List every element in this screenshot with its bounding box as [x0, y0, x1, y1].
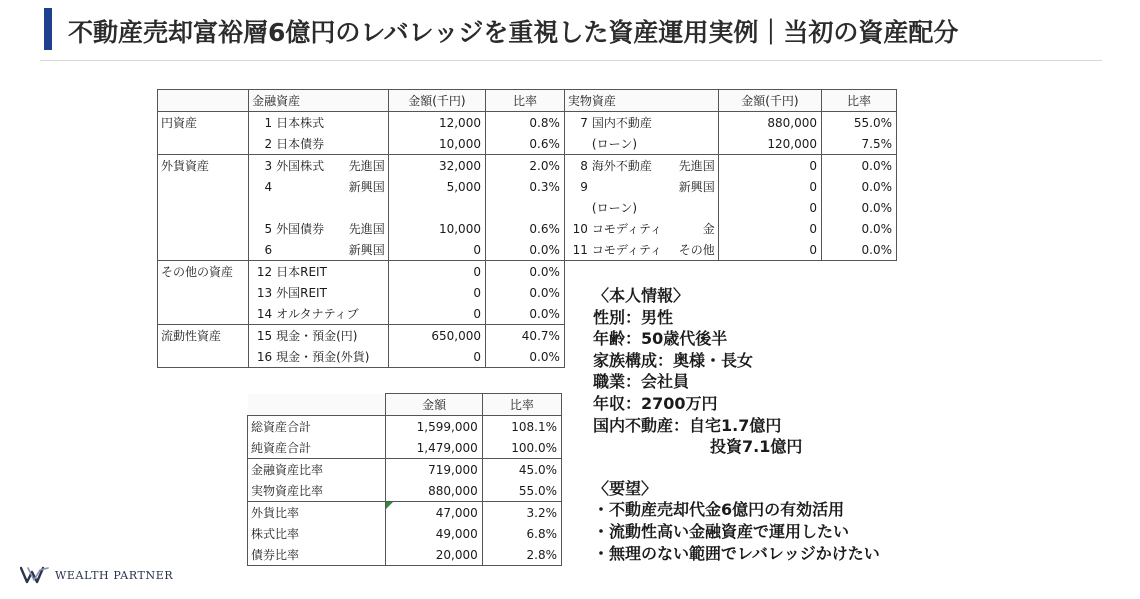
- item-name: 日本株式: [276, 115, 325, 130]
- item-region: 金: [702, 221, 715, 236]
- summary-label: 債券比率: [248, 544, 386, 566]
- summary-amount: 49,000: [386, 523, 482, 544]
- summary-amount: 20,000: [386, 544, 482, 566]
- financial-asset-item: [249, 218, 389, 239]
- item-number: [568, 198, 588, 218]
- header-financial-ratio: 比率: [485, 90, 564, 112]
- item-name: オルタナティブ: [276, 306, 359, 321]
- summary-label: 総資産合計: [248, 416, 386, 438]
- item-name: [276, 177, 345, 197]
- financial-amount: 0: [388, 261, 485, 283]
- financial-asset-item: [249, 325, 389, 347]
- profile-investment-property: 投資7.1億円: [710, 437, 803, 457]
- header-amount: 金額: [386, 394, 482, 416]
- item-region: 先進国: [348, 221, 385, 236]
- summary-ratio: 55.0%: [482, 480, 561, 502]
- item-name: 外国株式: [276, 158, 325, 173]
- real-asset-item: [564, 239, 718, 261]
- financial-amount: 32,000: [388, 155, 485, 177]
- financial-amount: 0: [388, 346, 485, 368]
- item-region: 新興国: [348, 179, 385, 194]
- company-logo: [20, 565, 173, 585]
- item-region: 先進国: [348, 158, 385, 173]
- summary-amount: 1,479,000: [386, 437, 482, 459]
- financial-asset-item: [249, 346, 389, 368]
- item-name: 現金・預金(円): [276, 328, 358, 343]
- item-region: 先進国: [678, 158, 715, 173]
- real-ratio: 55.0%: [822, 112, 897, 134]
- table-row: [158, 112, 897, 134]
- financial-ratio: 2.0%: [485, 155, 564, 177]
- item-number: [568, 134, 588, 154]
- summary-ratio: 2.8%: [482, 544, 561, 566]
- financial-asset-item: [249, 133, 389, 155]
- real-ratio: 0.0%: [822, 218, 897, 239]
- item-number: 14: [256, 306, 273, 321]
- row-category: [158, 218, 249, 239]
- financial-ratio: 40.7%: [485, 325, 564, 347]
- financial-amount: 10,000: [388, 218, 485, 239]
- item-region: 新興国: [348, 242, 385, 257]
- item-number: 13: [256, 285, 273, 300]
- item-number: 15: [256, 328, 273, 343]
- real-ratio: 0.0%: [822, 197, 897, 218]
- requests-heading: 〈要望〉: [593, 478, 658, 498]
- financial-ratio: [485, 197, 564, 218]
- row-category: その他の資産: [158, 261, 249, 283]
- profile-age: 年齢：50歳代後半: [593, 329, 728, 349]
- item-name: (ローン): [591, 136, 638, 151]
- real-asset-item: [564, 197, 718, 218]
- financial-ratio: 0.0%: [485, 239, 564, 261]
- financial-asset-item: [249, 197, 389, 218]
- summary-amount: 47,000: [386, 502, 482, 524]
- item-name: 外国REIT: [276, 285, 327, 300]
- w-logo-icon: [20, 565, 50, 585]
- real-ratio: 0.0%: [822, 155, 897, 177]
- profile-family: 家族構成：奥様・長女: [593, 350, 754, 370]
- financial-ratio: 0.0%: [485, 261, 564, 283]
- summary-amount: 719,000: [386, 459, 482, 481]
- header-real-amount: 金額(千円): [718, 90, 821, 112]
- item-number: 12: [256, 264, 273, 279]
- financial-asset-item: [249, 282, 389, 303]
- financial-amount: 12,000: [388, 112, 485, 134]
- summary-label: 外貨比率: [248, 502, 386, 524]
- row-category: 外貨資産: [158, 155, 249, 177]
- real-asset-item: [564, 133, 718, 155]
- item-number: 11: [572, 242, 588, 257]
- item-name: 海外不動産: [591, 158, 652, 173]
- summary-label: 株式比率: [248, 523, 386, 544]
- page-title: 不動産売却富裕層6億円のレバレッジを重視した資産運用実例｜当初の資産配分: [68, 18, 959, 47]
- table-header-row: [158, 90, 897, 112]
- real-amount: 880,000: [718, 112, 821, 134]
- summary-ratio: 6.8%: [482, 523, 561, 544]
- profile-heading: 〈本人情報〉: [593, 286, 690, 305]
- item-number: 8: [580, 158, 588, 173]
- item-name: 日本REIT: [276, 264, 327, 279]
- item-number: 3: [264, 158, 273, 173]
- profile-income: 年収：2700万円: [593, 393, 718, 413]
- financial-ratio: 0.6%: [485, 133, 564, 155]
- row-category: [158, 239, 249, 261]
- item-region: その他: [678, 242, 715, 257]
- real-ratio: 0.0%: [822, 239, 897, 261]
- real-amount: 120,000: [718, 133, 821, 155]
- table-row: [248, 416, 562, 438]
- real-amount: 0: [718, 197, 821, 218]
- financial-amount: 0: [388, 282, 485, 303]
- profile-gender: 性別：男性: [593, 307, 674, 327]
- financial-asset-item: [249, 155, 389, 177]
- real-amount: 0: [718, 155, 821, 177]
- table-row: [158, 133, 897, 155]
- summary-ratio: 3.2%: [482, 502, 561, 524]
- logo-text: WEALTH PARTNER: [55, 568, 174, 582]
- real-ratio: 0.0%: [822, 176, 897, 197]
- header-category: [158, 90, 249, 112]
- item-number: 9: [580, 179, 588, 194]
- real-amount: 0: [718, 239, 821, 261]
- summary-ratio: 108.1%: [482, 416, 561, 438]
- table-row: [248, 480, 562, 502]
- real-asset-item: [564, 155, 718, 177]
- item-name: (ローン): [591, 200, 638, 215]
- item-number: 10: [572, 221, 588, 236]
- table-row: [158, 218, 897, 239]
- real-amount: 0: [718, 218, 821, 239]
- header-real-ratio: 比率: [822, 90, 897, 112]
- item-name: 外国債券: [276, 221, 325, 236]
- item-number: 2: [264, 136, 273, 151]
- header-ratio: 比率: [482, 394, 561, 416]
- financial-asset-item: [249, 112, 389, 134]
- financial-amount: 0: [388, 303, 485, 325]
- financial-asset-item: [249, 176, 389, 197]
- real-ratio-blank: [822, 261, 897, 283]
- table-row: [158, 155, 897, 177]
- header-financial-amount: 金額(千円): [388, 90, 485, 112]
- summary-amount: 1,599,000: [386, 416, 482, 438]
- row-category: 流動性資産: [158, 325, 249, 347]
- item-number: 6: [264, 242, 273, 257]
- summary-ratio: 45.0%: [482, 459, 561, 481]
- financial-ratio: 0.6%: [485, 218, 564, 239]
- table-row: [158, 176, 897, 197]
- title-divider: [40, 60, 1102, 61]
- row-category: [158, 303, 249, 325]
- header-label: [248, 394, 386, 416]
- item-number: 7: [580, 115, 588, 130]
- financial-ratio: 0.0%: [485, 303, 564, 325]
- request-item: ・流動性高い金融資産で運用したい: [593, 521, 850, 541]
- title-accent-bar: [44, 8, 52, 50]
- header-financial-assets: 金融資産: [249, 90, 389, 112]
- row-category: [158, 282, 249, 303]
- client-info-panel: [593, 285, 1113, 564]
- item-number: 1: [264, 115, 273, 130]
- summary-ratio: 100.0%: [482, 437, 561, 459]
- item-number: 16: [256, 349, 273, 364]
- real-asset-item: [564, 176, 718, 197]
- item-name: [592, 177, 675, 197]
- table-row: [158, 239, 897, 261]
- table-row: [158, 197, 897, 218]
- financial-asset-item: [249, 261, 389, 283]
- financial-ratio: 0.0%: [485, 346, 564, 368]
- item-name: コモディティ: [591, 242, 663, 257]
- row-category: [158, 197, 249, 218]
- row-category: [158, 176, 249, 197]
- header-real-assets: 実物資産: [564, 90, 718, 112]
- summary-amount: 880,000: [386, 480, 482, 502]
- item-number: 5: [264, 221, 273, 236]
- profile-domestic-real-estate: 国内不動産：自宅1.7億円: [593, 415, 782, 435]
- item-number: 4: [264, 179, 273, 194]
- financial-amount: [388, 197, 485, 218]
- item-name: [276, 240, 345, 260]
- item-region: 新興国: [678, 179, 715, 194]
- financial-amount: 650,000: [388, 325, 485, 347]
- financial-asset-item: [249, 239, 389, 261]
- summary-label: 実物資産比率: [248, 480, 386, 502]
- financial-ratio: 0.3%: [485, 176, 564, 197]
- request-item: ・不動産売却代金6億円の有効活用: [593, 500, 845, 520]
- real-amount: 0: [718, 176, 821, 197]
- real-asset-item: [564, 218, 718, 239]
- financial-amount: 10,000: [388, 133, 485, 155]
- summary-label: 金融資産比率: [248, 459, 386, 481]
- row-category: [158, 346, 249, 368]
- row-category: [158, 133, 249, 155]
- real-ratio: 7.5%: [822, 133, 897, 155]
- summary-label: 純資産合計: [248, 437, 386, 459]
- financial-asset-item: [249, 303, 389, 325]
- item-name: 現金・預金(外貨): [276, 349, 370, 364]
- financial-ratio: 0.8%: [485, 112, 564, 134]
- table-row: [248, 544, 562, 566]
- real-amount-blank: [718, 261, 821, 283]
- row-category: 円資産: [158, 112, 249, 134]
- item-name: 日本債券: [276, 136, 325, 151]
- table-header-row: [248, 394, 562, 416]
- table-row: [248, 437, 562, 459]
- summary-table: [247, 393, 562, 566]
- financial-amount: 5,000: [388, 176, 485, 197]
- request-item: ・無理のない範囲でレバレッジかけたい: [593, 543, 880, 563]
- real-asset-item: [564, 112, 718, 134]
- item-name: コモディティ: [591, 221, 663, 236]
- table-row: [248, 459, 562, 481]
- financial-ratio: 0.0%: [485, 282, 564, 303]
- real-asset-item-blank: [564, 261, 718, 283]
- financial-amount: 0: [388, 239, 485, 261]
- item-name: 国内不動産: [591, 115, 652, 130]
- table-row: [158, 261, 897, 283]
- table-row: [248, 523, 562, 544]
- profile-occupation: 職業：会社員: [593, 372, 690, 392]
- table-row: [248, 502, 562, 524]
